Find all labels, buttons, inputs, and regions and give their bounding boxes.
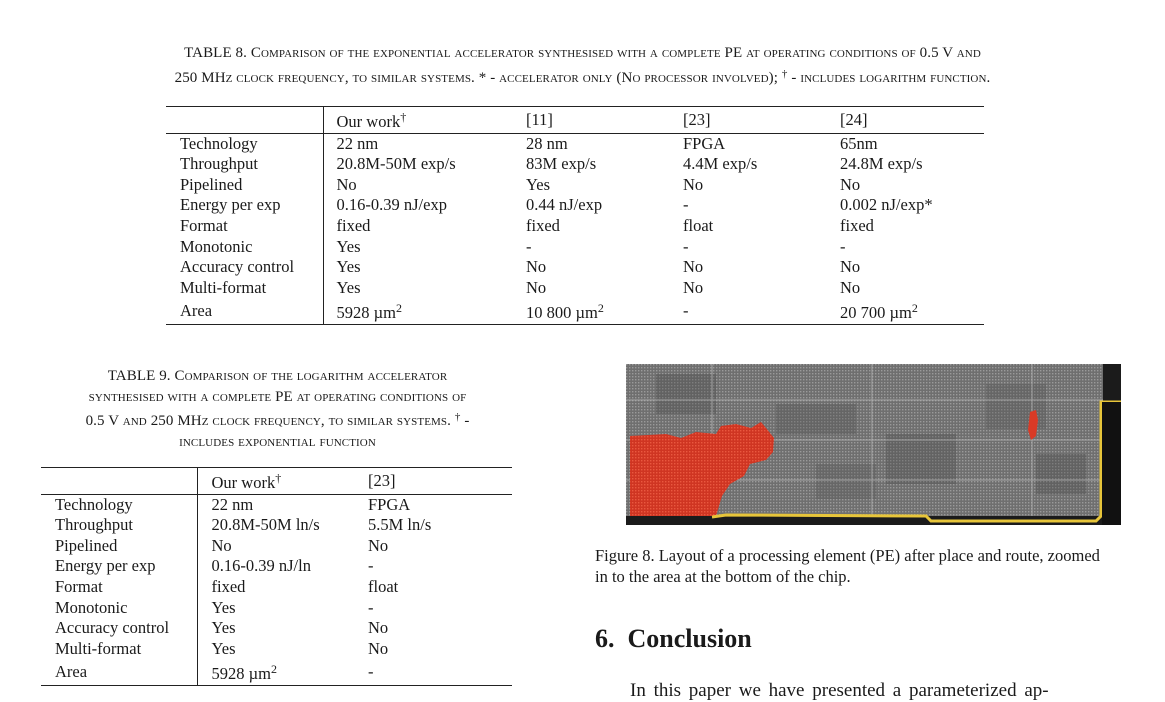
table8-cell-value: 20 700 µm	[840, 303, 912, 323]
section-number: 6.	[595, 624, 615, 653]
table8-row	[166, 154, 984, 175]
table9-cell-value: Yes	[211, 618, 236, 638]
table8-cell-value: -	[683, 300, 689, 320]
section-title: Conclusion	[627, 624, 752, 653]
table8-cell	[827, 257, 984, 278]
table9-row-label: Accuracy control	[41, 618, 197, 639]
pad-ring-inner	[1102, 402, 1121, 525]
table8-cell-value: 0.002 nJ/exp*	[840, 195, 933, 215]
table9-cell	[354, 515, 512, 536]
table9-row	[41, 618, 512, 639]
table8-cell-value: 20.8M-50M exp/s	[336, 154, 456, 174]
figure8-chip-layout	[626, 364, 1121, 525]
table9-cell-value: 5928 µm	[211, 664, 271, 684]
table8-row-label: Format	[166, 216, 323, 237]
table9-row	[41, 536, 512, 557]
table9-row-label: Format	[41, 577, 197, 598]
table8-header-row	[166, 107, 984, 134]
table8-cell-value: 24.8M exp/s	[840, 154, 923, 174]
table8-cell	[323, 154, 513, 175]
table8-cell-value: -	[840, 236, 846, 256]
table9-row-label: Pipelined	[41, 536, 197, 557]
table9-cell	[197, 577, 354, 598]
table9-cell	[354, 556, 512, 577]
table8-cell	[827, 278, 984, 299]
table9-row-label: Technology	[41, 494, 197, 515]
table9-row	[41, 639, 512, 660]
table9-row-label: Multi-format	[41, 639, 197, 660]
table8-row-label: Monotonic	[166, 237, 323, 258]
table8-cell	[323, 257, 513, 278]
table9-cell	[354, 639, 512, 660]
table8-row-label: Technology	[166, 133, 323, 154]
figure8-caption-line1: Figure 8. Layout of a processing element (PE) after place and route, zoomed	[595, 546, 1100, 565]
table8-header-blank	[166, 107, 323, 134]
table8-cell-superscript: 2	[395, 301, 402, 316]
table8-cell	[670, 216, 827, 237]
table9-row	[41, 556, 512, 577]
table8-row-label: Throughput	[166, 154, 323, 175]
table8-cell	[827, 298, 984, 324]
table9-row	[41, 659, 512, 685]
table8-cell-value: -	[526, 236, 532, 256]
table8-cell	[513, 298, 670, 324]
table9-cell-value: fixed	[211, 576, 246, 596]
table8-cell-value: 83M exp/s	[526, 154, 597, 174]
table8-cell	[513, 154, 670, 175]
table8-row	[166, 257, 984, 278]
table8-row	[166, 237, 984, 258]
table9-caption-line1: TABLE 9. Comparison of the logarithm accelerator	[107, 368, 448, 384]
table9-cell-value: -	[368, 556, 374, 576]
table8-cell	[323, 195, 513, 216]
table8-cell-value: 0.44 nJ/exp	[526, 195, 603, 215]
table8-cell-value: 0.16-0.39 nJ/exp	[336, 195, 447, 215]
table8-cell-value: 5928 µm	[336, 303, 396, 323]
section-body-text: In this paper we have presented a parameterized ap-	[630, 680, 1049, 701]
table8-cell-value: fixed	[336, 215, 371, 235]
table9-header-row	[41, 468, 512, 495]
table8-cell	[513, 175, 670, 196]
table9-row-label: Energy per exp	[41, 556, 197, 577]
table9-cell-value: No	[211, 535, 232, 555]
table8-cell-value: No	[336, 174, 357, 194]
table9-row-label: Throughput	[41, 515, 197, 536]
table9-row	[41, 598, 512, 619]
table8-cell-value: -	[683, 195, 689, 215]
table9-cell	[354, 494, 512, 515]
table9-cell-value: -	[368, 661, 374, 681]
table9-cell-value: No	[368, 535, 389, 555]
table8-cell	[513, 237, 670, 258]
table8-cell	[323, 298, 513, 324]
table8-cell	[323, 133, 513, 154]
table8-cell-value: fixed	[840, 215, 874, 235]
table8-cell-value: 28 nm	[526, 133, 568, 153]
table8-row-label: Accuracy control	[166, 257, 323, 278]
table8-header-ref11: [11]	[513, 107, 670, 134]
table8-cell-value: 65nm	[840, 133, 878, 153]
table8-cell	[827, 154, 984, 175]
table8-cell-value: No	[683, 257, 704, 277]
table9-cell	[197, 556, 354, 577]
table8-cell-superscript: 2	[911, 301, 918, 316]
table9-cell-value: 22 nm	[211, 494, 254, 514]
table9-cell	[354, 577, 512, 598]
table8-cell-value: No	[683, 277, 704, 297]
table9-cell	[197, 494, 354, 515]
table8-cell	[827, 195, 984, 216]
table8-cell	[670, 154, 827, 175]
table8-header-ref23: [23]	[670, 107, 827, 134]
table9-row	[41, 577, 512, 598]
table8-cell-value: fixed	[526, 215, 560, 235]
table9-row-label: Monotonic	[41, 598, 197, 619]
table9-row	[41, 515, 512, 536]
table8-caption-line1: TABLE 8. Comparison of the exponential accelerator synthesised with a complete PE at operating conditions of 0.5 V and	[184, 45, 981, 61]
table8-row-label: Area	[166, 298, 323, 324]
table9-cell	[197, 618, 354, 639]
table9-cell	[354, 618, 512, 639]
table8-cell-value: FPGA	[683, 133, 726, 153]
table8-cell	[323, 216, 513, 237]
table9-cell	[197, 515, 354, 536]
table8-row	[166, 298, 984, 324]
table9-cell-value: -	[368, 597, 374, 617]
table9-header-our-work: Our work†	[197, 468, 354, 495]
table8-row	[166, 133, 984, 154]
table8-cell-value: 22 nm	[336, 133, 379, 153]
table9-cell	[354, 659, 512, 685]
table8-cell-superscript: 2	[597, 301, 604, 316]
table8-caption-line2: 250 MHz clock frequency, to similar systems. * - accelerator only (No processor involved); † - includes logarithm function.	[174, 67, 991, 86]
table8-cell-value: Yes	[336, 236, 361, 256]
table8-row-label: Multi-format	[166, 278, 323, 299]
table8-caption	[0, 43, 1165, 88]
table9-cell-value: FPGA	[368, 494, 411, 514]
figure8-caption	[595, 546, 1160, 587]
table8-cell-value: No	[683, 174, 704, 194]
table8-cell-value: Yes	[526, 174, 551, 194]
table8-header-our-work: Our work†	[323, 107, 513, 134]
table8-cell	[323, 175, 513, 196]
table9-cell-value: 5.5M ln/s	[368, 515, 432, 535]
table8-cell	[323, 237, 513, 258]
table8-cell	[670, 175, 827, 196]
table8-cell	[323, 278, 513, 299]
table8-cell	[827, 237, 984, 258]
table8-cell	[670, 298, 827, 324]
table9-caption	[0, 366, 555, 452]
table9-cell	[354, 536, 512, 557]
table8-cell-value: Yes	[336, 277, 361, 297]
table9-cell-value: Yes	[211, 597, 236, 617]
table8-cell-value: No	[840, 257, 861, 277]
table9-caption-line2: synthesised with a complete PE at operating conditions of	[88, 388, 467, 405]
table8-row	[166, 195, 984, 216]
table8-cell-value: 10 800 µm	[526, 303, 598, 323]
table9-body	[41, 494, 512, 685]
table8-cell	[513, 278, 670, 299]
table8-row-label: Energy per exp	[166, 195, 323, 216]
table8-row-label: Pipelined	[166, 175, 323, 196]
table9-cell-value: No	[368, 618, 389, 638]
table9-cell	[197, 639, 354, 660]
table9-cell-value: No	[368, 638, 389, 658]
table9-cell	[354, 598, 512, 619]
table9-cell-value: Yes	[211, 638, 236, 658]
table9-header-blank	[41, 468, 197, 495]
figure8-caption-line2: in to the area at the bottom of the chip.	[595, 566, 851, 586]
table8-cell-value: No	[526, 257, 547, 277]
table9-cell-value: 20.8M-50M ln/s	[211, 515, 320, 535]
table8-cell-value: No	[840, 277, 861, 297]
table8-cell	[827, 133, 984, 154]
table8	[166, 106, 984, 325]
table9-header-ref23: [23]	[354, 468, 512, 495]
table9-cell-value: 0.16-0.39 nJ/ln	[211, 556, 311, 576]
table8-cell	[670, 237, 827, 258]
table8-cell-value: No	[526, 277, 547, 297]
table9-row	[41, 494, 512, 515]
table8-cell	[670, 257, 827, 278]
table9-cell-value: float	[368, 576, 399, 596]
table9-cell	[197, 536, 354, 557]
table8-header-ref24: [24]	[827, 107, 984, 134]
table8-cell	[670, 133, 827, 154]
table8-cell	[513, 257, 670, 278]
table8-cell-value: Yes	[336, 257, 361, 277]
table9-cell	[197, 598, 354, 619]
table9-cell-superscript: 2	[270, 662, 277, 677]
table8-body	[166, 133, 984, 324]
table8-cell	[827, 175, 984, 196]
table8-cell	[670, 195, 827, 216]
table8-row	[166, 216, 984, 237]
chip-layout-graphic	[626, 364, 1121, 525]
table9-row-label: Area	[41, 659, 197, 685]
table8-cell-value: No	[840, 174, 861, 194]
table8-cell	[670, 278, 827, 299]
table9-caption-line3: 0.5 V and 250 MHz clock frequency, to similar systems. † -	[85, 411, 470, 429]
section-heading	[595, 624, 752, 654]
table9	[41, 467, 512, 686]
table8-row	[166, 175, 984, 196]
table9-caption-line4: includes exponential function	[179, 433, 376, 450]
table8-cell	[513, 195, 670, 216]
table8-cell-value: -	[683, 236, 689, 256]
table9-cell	[197, 659, 354, 685]
table8-cell	[513, 133, 670, 154]
table8-cell-value: float	[683, 215, 714, 235]
table8-row	[166, 278, 984, 299]
table8-cell	[513, 216, 670, 237]
table8-cell-value: 4.4M exp/s	[683, 154, 758, 174]
table8-cell	[827, 216, 984, 237]
